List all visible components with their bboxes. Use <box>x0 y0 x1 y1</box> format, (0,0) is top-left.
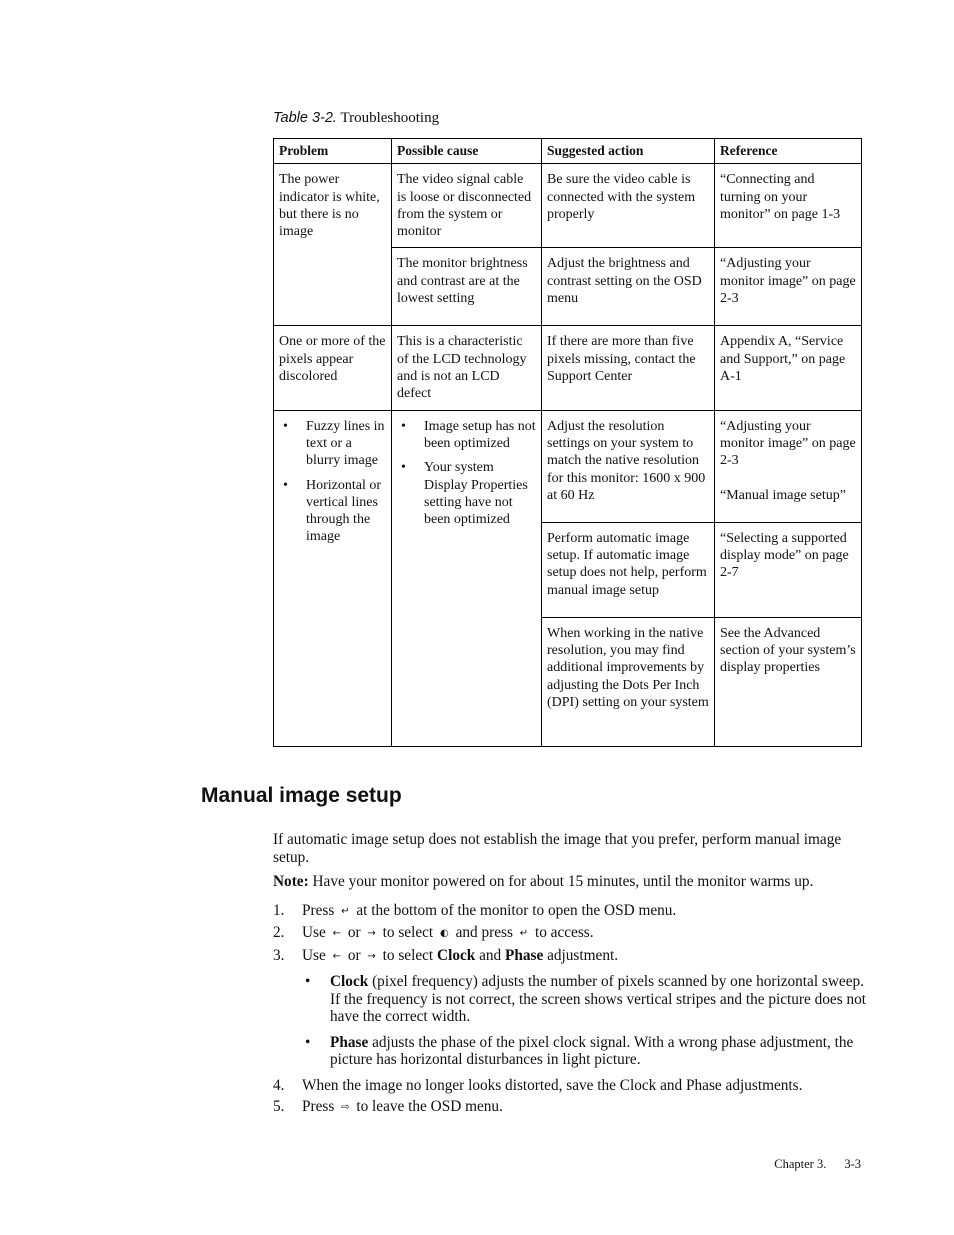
action-cell: Adjust the brightness and contrast setting on the OSD menu <box>542 248 715 326</box>
header-problem: Problem <box>274 139 392 164</box>
step-text: to select <box>378 946 438 964</box>
step-text: to select <box>378 924 438 941</box>
header-suggested-action: Suggested action <box>542 139 715 164</box>
action-cell: When working in the native resolution, you may find additional improvements by adjusting the Dots Per Inch (DPI) setting on your system <box>542 617 715 746</box>
step-number: 2. <box>273 924 285 941</box>
step-number: 3. <box>273 946 285 964</box>
steps-list <box>273 902 873 1117</box>
enter-icon: ↵ <box>341 905 350 917</box>
step-number: 4. <box>273 1076 285 1094</box>
step-number: 1. <box>273 901 285 919</box>
reference-cell: See the Advanced section of your system’s display properties <box>715 617 862 746</box>
table-row <box>274 164 862 248</box>
section-body <box>273 831 873 1121</box>
note-label: Note: <box>273 873 309 890</box>
reference-cell: Appendix A, “Service and Support,” on page A-1 <box>715 326 862 410</box>
step-text: at the bottom of the monitor to open the OSD menu. <box>352 901 677 919</box>
section-heading: Manual image setup <box>201 784 402 807</box>
left-arrow-icon: ← <box>332 928 342 939</box>
list-item: • Image setup has not been optimized <box>397 418 536 453</box>
step-text: Press <box>302 901 339 919</box>
action-cell: Be sure the video cable is connected with the system properly <box>542 164 715 248</box>
enter-icon: ↵ <box>519 928 529 939</box>
list-item: • Horizontal or vertical lines through the image <box>279 477 386 546</box>
note-paragraph <box>273 873 873 891</box>
image-setup-icon: ◐ <box>440 928 449 939</box>
step-text: and press <box>451 924 517 941</box>
step-1 <box>273 902 873 921</box>
note-text: Have your monitor powered on for about 15 minutes, until the monitor warms up. <box>308 873 814 890</box>
step-number: 5. <box>273 1098 285 1115</box>
right-arrow-icon: → <box>367 928 376 939</box>
list-item: • Your system Display Properties setting have not been optimized <box>397 459 536 528</box>
adjustment-list <box>302 973 873 1069</box>
reference-cell: “Connecting and turning on your monitor” on page 1-3 <box>715 164 862 248</box>
step-text: Press <box>302 1098 339 1115</box>
step-4 <box>273 1077 873 1095</box>
table-caption <box>273 110 439 127</box>
reference-text: “Adjusting your monitor image” on page 2-3 <box>720 418 856 469</box>
reference-cell: “Selecting a supported display mode” on page 2-7 <box>715 522 862 617</box>
bullet-text: (pixel frequency) adjusts the number of pixels scanned by one horizontal sweep. If the frequency is not correct, the screen shows vertical stripes and the picture does not have the correct width. <box>330 973 867 1025</box>
phase-term: Phase <box>505 946 544 964</box>
problem-cell: The power indicator is white, but there is no image <box>274 164 392 326</box>
bullet-term: Phase <box>330 1033 369 1051</box>
troubleshooting-table <box>273 138 862 747</box>
table-number: Table 3-2. <box>273 110 337 126</box>
problem-cell: One or more of the pixels appear discolored <box>274 326 392 410</box>
step-text: to leave the OSD menu. <box>352 1098 503 1115</box>
page-footer <box>756 1157 861 1172</box>
reference-cell <box>715 410 862 522</box>
cause-cell: The video signal cable is loose or disconnected from the system or monitor <box>392 164 542 248</box>
left-arrow-icon: ← <box>332 950 342 962</box>
intro-paragraph: If automatic image setup does not establish the image that you prefer, perform manual image setup. <box>273 831 842 866</box>
cause-cell: This is a characteristic of the LCD technology and is not an LCD defect <box>392 326 542 410</box>
reference-cell: “Adjusting your monitor image” on page 2-3 <box>715 248 862 326</box>
list-item <box>302 1034 873 1069</box>
page-number: 3-3 <box>844 1157 861 1171</box>
cause-cell: The monitor brightness and contrast are at the lowest setting <box>392 248 542 326</box>
step-text: When the image no longer looks distorted, save the Clock and Phase adjustments. <box>302 1076 803 1094</box>
step-text: Use <box>302 924 330 941</box>
problem-list <box>279 418 386 546</box>
action-cell: Adjust the resolution settings on your system to match the native resolution for this monitor: 1600 x 900 at 60 Hz <box>542 410 715 522</box>
exit-icon: ⇨ <box>341 1102 350 1113</box>
step-text: or <box>344 946 365 964</box>
cause-list <box>397 418 536 529</box>
step-text: or <box>344 924 365 941</box>
header-possible-cause: Possible cause <box>392 139 542 164</box>
table-row <box>274 410 862 522</box>
step-text: Use <box>302 946 330 964</box>
action-cell: Perform automatic image setup. If automatic image setup does not help, perform manual image setup <box>542 522 715 617</box>
chapter-label: Chapter 3. <box>774 1157 827 1171</box>
action-cell: If there are more than five pixels missing, contact the Support Center <box>542 326 715 410</box>
right-arrow-icon: → <box>367 950 376 962</box>
table-header-row <box>274 139 862 164</box>
step-text: and <box>475 946 506 964</box>
bullet-text: adjusts the phase of the pixel clock signal. With a wrong phase adjustment, the picture has horizontal disturbances in light picture. <box>330 1033 854 1068</box>
problem-cell <box>274 410 392 746</box>
list-item <box>302 973 873 1026</box>
header-reference: Reference <box>715 139 862 164</box>
table-row <box>274 326 862 410</box>
bullet-term: Clock <box>330 973 369 990</box>
step-3 <box>273 947 873 1069</box>
step-5 <box>273 1098 873 1117</box>
step-text: to access. <box>531 924 594 941</box>
step-text: adjustment. <box>543 946 619 964</box>
step-2 <box>273 924 873 943</box>
cause-cell <box>392 410 542 746</box>
clock-term: Clock <box>437 946 476 964</box>
table-title: Troubleshooting <box>340 110 440 126</box>
reference-text: “Manual image setup” <box>720 487 846 503</box>
list-item: • Fuzzy lines in text or a blurry image <box>279 418 386 470</box>
